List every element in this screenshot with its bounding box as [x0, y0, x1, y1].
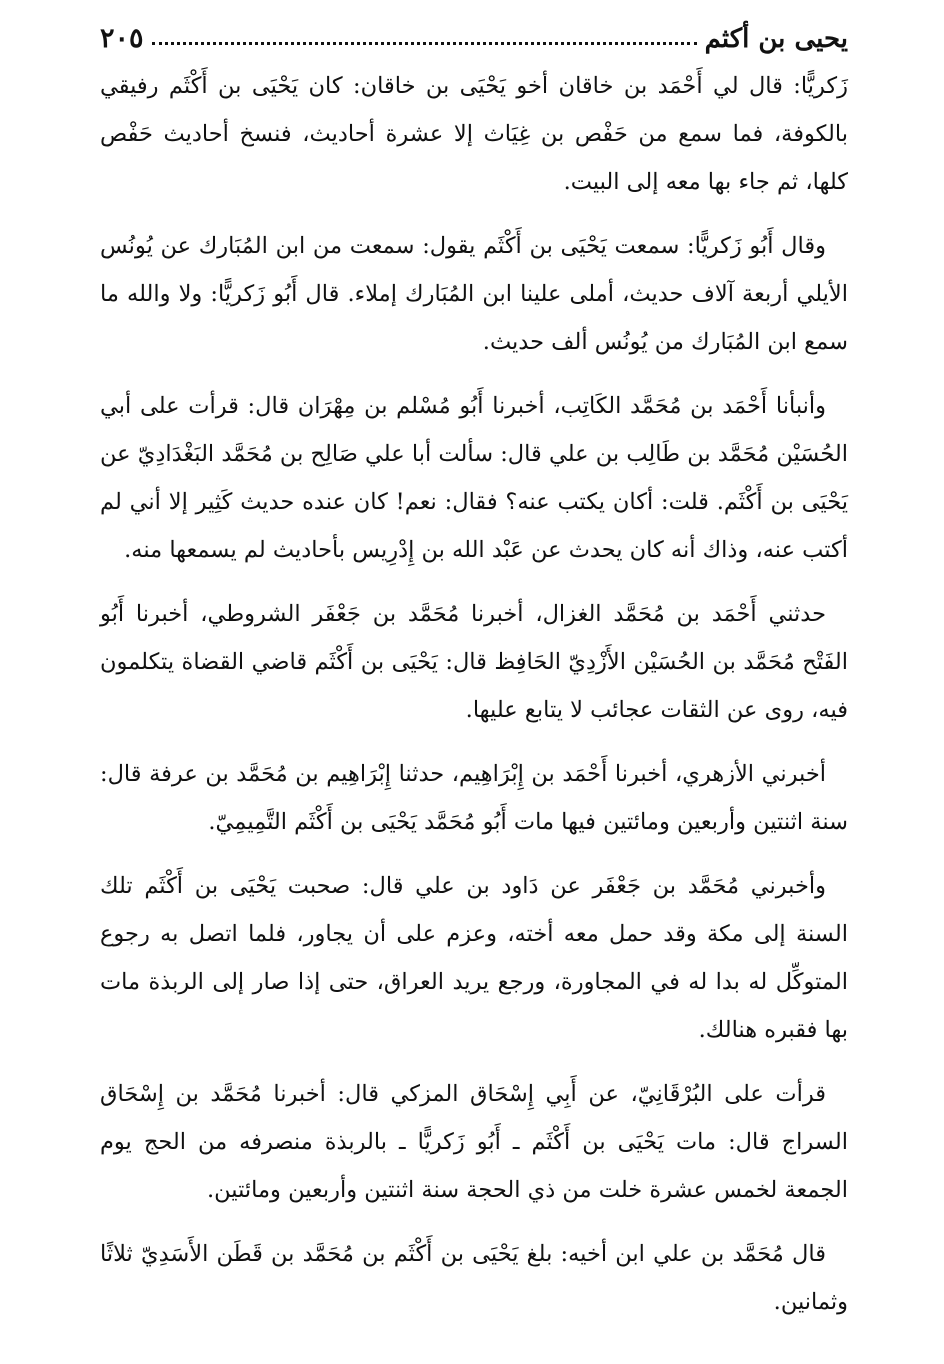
paragraph: حدثني أَحْمَد بن مُحَمَّد الغزال، أخبرنا مُحَمَّد بن جَعْفَر الشروطي، أخبرنا أَبُو الفَتْح مُحَمَّد بن الحُسَيْن الأَزْدِيّ الحَافِظ قال: يَحْيَى بن أَكْثَم قاضي القضاة يتكلمون فيه، روى عن الثقات عجائب لا يتابع عليها. — [100, 601, 848, 723]
paragraph: وأنبأنا أَحْمَد بن مُحَمَّد الكَاتِب، أخبرنا أَبُو مُسْلم بن مِهْرَان قال: قرأت على أبي الحُسَيْن مُحَمَّد بن طَالِب بن علي قال: سألت أبا علي صَالِح بن مُحَمَّد البَغْدَادِيّ عن يَحْيَى بن أَكْثَم. قلت: أكان يكتب عنه؟ فقال: نعم! كان عنده حديث كَثِير إلا أني لم أكتب عنه، وذاك أنه كان يحدث عن عَبْد الله بن إِدْرِيس بأحاديث لم يسمعها منه. — [100, 393, 848, 563]
paragraph: وقال أَبُو زَكريًّا: سمعت يَحْيَى بن أَكْثَم يقول: سمعت من ابن المُبَارك عن يُونُس الأيلي أربعة آلاف حديث، أملى علينا ابن المُبَارك إملاء. قال أَبُو زَكريًّا: ولا والله ما سمع ابن المُبَارك من يُونُس ألف حديث. — [100, 233, 848, 355]
paragraph: وأخبرني مُحَمَّد بن جَعْفَر عن دَاود بن علي قال: صحبت يَحْيَى بن أَكْثَم تلك السنة إلى مكة وقد حمل معه أخته، وعزم على أن يجاور، فلما اتصل به رجوع المتوكِّل له بدا له في المجاورة، ورجع يريد العراق، حتى إذا صار إلى الربذة مات بها فقبره هنالك. — [100, 873, 848, 1043]
header-dot-leader — [152, 41, 697, 45]
page-number: ٢٠٥ — [100, 23, 144, 54]
body-text — [100, 62, 848, 1326]
paragraph: قرأت على البُرْقَانِيّ، عن أَبِي إِسْحَاق المزكي قال: أخبرنا مُحَمَّد بن إِسْحَاق السراج قال: مات يَحْيَى بن أَكْثَم ـ أَبُو زَكريًّا ـ بالربذة منصرفه من الحج يوم الجمعة لخمس عشرة خلت من ذي الحجة سنة اثنتين وأربعين ومائتين. — [100, 1081, 848, 1203]
paragraph: قال مُحَمَّد بن علي ابن أخيه: بلغ يَحْيَى بن أَكْثَم بن مُحَمَّد بن قَطَن الأَسَدِيّ ثلاثًا وثمانين. — [100, 1241, 848, 1315]
paragraph: زَكريًّا: قال لي أَحْمَد بن خاقان أخو يَحْيَى بن خاقان: كان يَحْيَى بن أَكْثَم رفيقي بالكوفة، فما سمع من حَفْص بن غِيَاث إلا عشرة أحاديث، فنسخ أحاديث حَفْص كلها، ثم جاء بها معه إلى البيت. — [100, 73, 848, 195]
book-page — [100, 14, 848, 1342]
paragraph: أخبرني الأزهري، أخبرنا أَحْمَد بن إِبْرَاهِيم، حدثنا إِبْرَاهِيم بن مُحَمَّد بن عرفة قال: سنة اثنتين وأربعين ومائتين فيها مات أَبُو مُحَمَّد يَحْيَى بن أَكْثَم التَّمِيمِيّ. — [100, 761, 848, 835]
page-header — [100, 14, 848, 54]
running-title: يحيى بن أكثم — [704, 24, 848, 54]
